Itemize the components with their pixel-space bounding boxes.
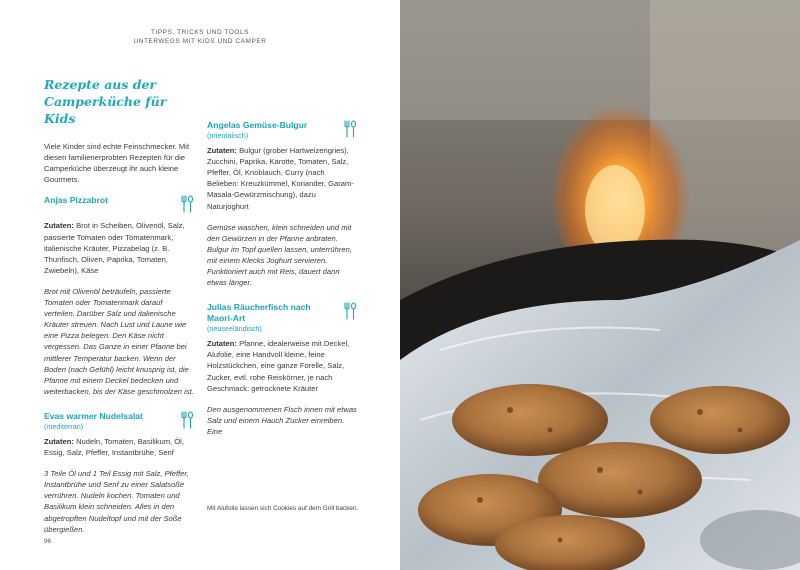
method-raeucherfisch: Den ausgenommenen Fisch innen mit etwas Salz und einem Hauch Zucker einreiben. Eine <box>207 404 357 436</box>
recipe-title-pizzabrot: Anjas Pizzabrot <box>44 195 108 206</box>
running-header-line-2: UNTERWEGS MIT KIDS UND CAMPER <box>133 38 267 45</box>
cookie <box>538 442 702 518</box>
section-title: Rezepte aus der Camperküche für Kids <box>44 77 167 126</box>
cookie <box>650 386 790 454</box>
ingredients-label: Zutaten: <box>44 221 74 231</box>
running-header <box>0 28 400 46</box>
fork-spoon-icon <box>180 195 194 216</box>
ingredients-nudelsalat <box>44 436 194 458</box>
fork-spoon-icon <box>180 411 194 432</box>
ingredients-pizzabrot <box>44 220 194 275</box>
recipe-subtitle-bulgur: (orientalisch) <box>207 131 249 140</box>
recipe-title-raeucherfisch: Julias Räucherfisch nach Maori-Art <box>207 302 311 324</box>
intro-paragraph: Viele Kinder sind echte Feinschmecker. Mit diesen familienerprobten Rezepten für die Camperküche überzeugt ihr auch kleine Gourmets. <box>44 142 190 185</box>
method-pizzabrot: Brot mit Olivenöl beträufeln, passierte Tomaten oder Tomatenmark darauf verteilen. Darüber Salz und italienische Kräuter streuen. Nach Lust und Laune wie eine Pizza belegen. Den Käse nicht vergessen. Das Ganze in einer Pfanne bei mittlerer Temperatur backen. Wenn der Boden (nach Gefühl) leicht knusprig ist, die Pfanne mit einem Deckel bedecken und weiterbacken, bis der Käse geschmolzen ist. <box>44 286 194 396</box>
recipe-header-raeucherfisch <box>207 302 357 334</box>
ingredients-text: Bulgur (grober Hartweizengries), Zucchini, Paprika, Karotte, Tomaten, Salz, Pfeffer, Öl, Knoblauch, Curry (nach Belieben: Kreuzkümmel, Koriander, Garam-Masala-Gewürzmischung), dazu Naturjoghurt <box>207 146 354 211</box>
recipe-subtitle-nudelsalat: (mediterran) <box>44 421 84 431</box>
ingredients-text: Pfanne, idealerweise mit Deckel, Alufolie, eine Handvoll kleine, feine Holzstückchen, eine ganze Forelle, Salz, Zucker, evtl. rohe Reiskörner, je nach Geschmack: getrocknete Kräuter <box>207 339 350 393</box>
recipe-header-bulgur <box>207 120 357 141</box>
text-column-right <box>207 80 357 447</box>
ingredients-text: Brot in Scheiben, Olivenöl, Salz, passierte Tomaten oder Tomatenmark, italienische Kräuter, Pizzabelag (z. B. Thunfisch, Oliven, Paprika, Tomaten, Zwiebeln), Käse <box>44 221 185 275</box>
ingredients-raeucherfisch <box>207 338 357 393</box>
ingredients-label: Zutaten: <box>207 339 237 349</box>
photo-cookies-on-grill <box>400 0 800 570</box>
running-header-line-1: TIPPS, TRICKS UND TOOLS <box>151 29 249 36</box>
recipe-title-bulgur: Angelas Gemüse-Bulgur <box>207 120 308 130</box>
method-nudelsalat: 3 Teile Öl und 1 Teil Essig mit Salz, Pfeffer, Instantbrühe und Senf zu einer Salatsoße verrühren. Nudeln kochen. Tomaten und Basilikum klein schneiden. Alles in den abgetropften Nudeltopf und mit der Soße übergießen. <box>44 469 189 534</box>
recipe-header-pizzabrot <box>44 195 194 216</box>
photo-caption: Mit Alufolie lassen sich Cookies auf dem Grill backen. <box>207 505 359 512</box>
recipe-title-nudelsalat: Evas warmer Nudelsalat <box>44 410 143 421</box>
ingredients-bulgur <box>207 145 357 212</box>
text-column-left <box>44 76 194 545</box>
fork-spoon-icon <box>343 302 357 323</box>
ingredients-label: Zutaten: <box>207 146 237 156</box>
fork-spoon-icon <box>343 120 357 141</box>
cookie <box>452 384 608 456</box>
page-number: 96 <box>44 538 52 545</box>
recipe-header-nudelsalat <box>44 411 194 432</box>
ingredients-label: Zutaten: <box>44 436 74 446</box>
recipe-subtitle-raeucherfisch: (neuseeländisch) <box>207 324 262 334</box>
method-bulgur: Gemüse waschen, klein schneiden und mit den Gewürzen in der Pfanne anbraten. Bulgur im Topf quellen lassen, unterrühren, mit einem Klecks Joghurt servieren. Funktioniert auch mit Reis, dauert dann etwas länger. <box>207 222 352 288</box>
ingredients-text: Nudeln, Tomaten, Basilikum, Öl, Essig, Salz, Pfeffer, Instantbrühe, Senf <box>44 436 184 458</box>
